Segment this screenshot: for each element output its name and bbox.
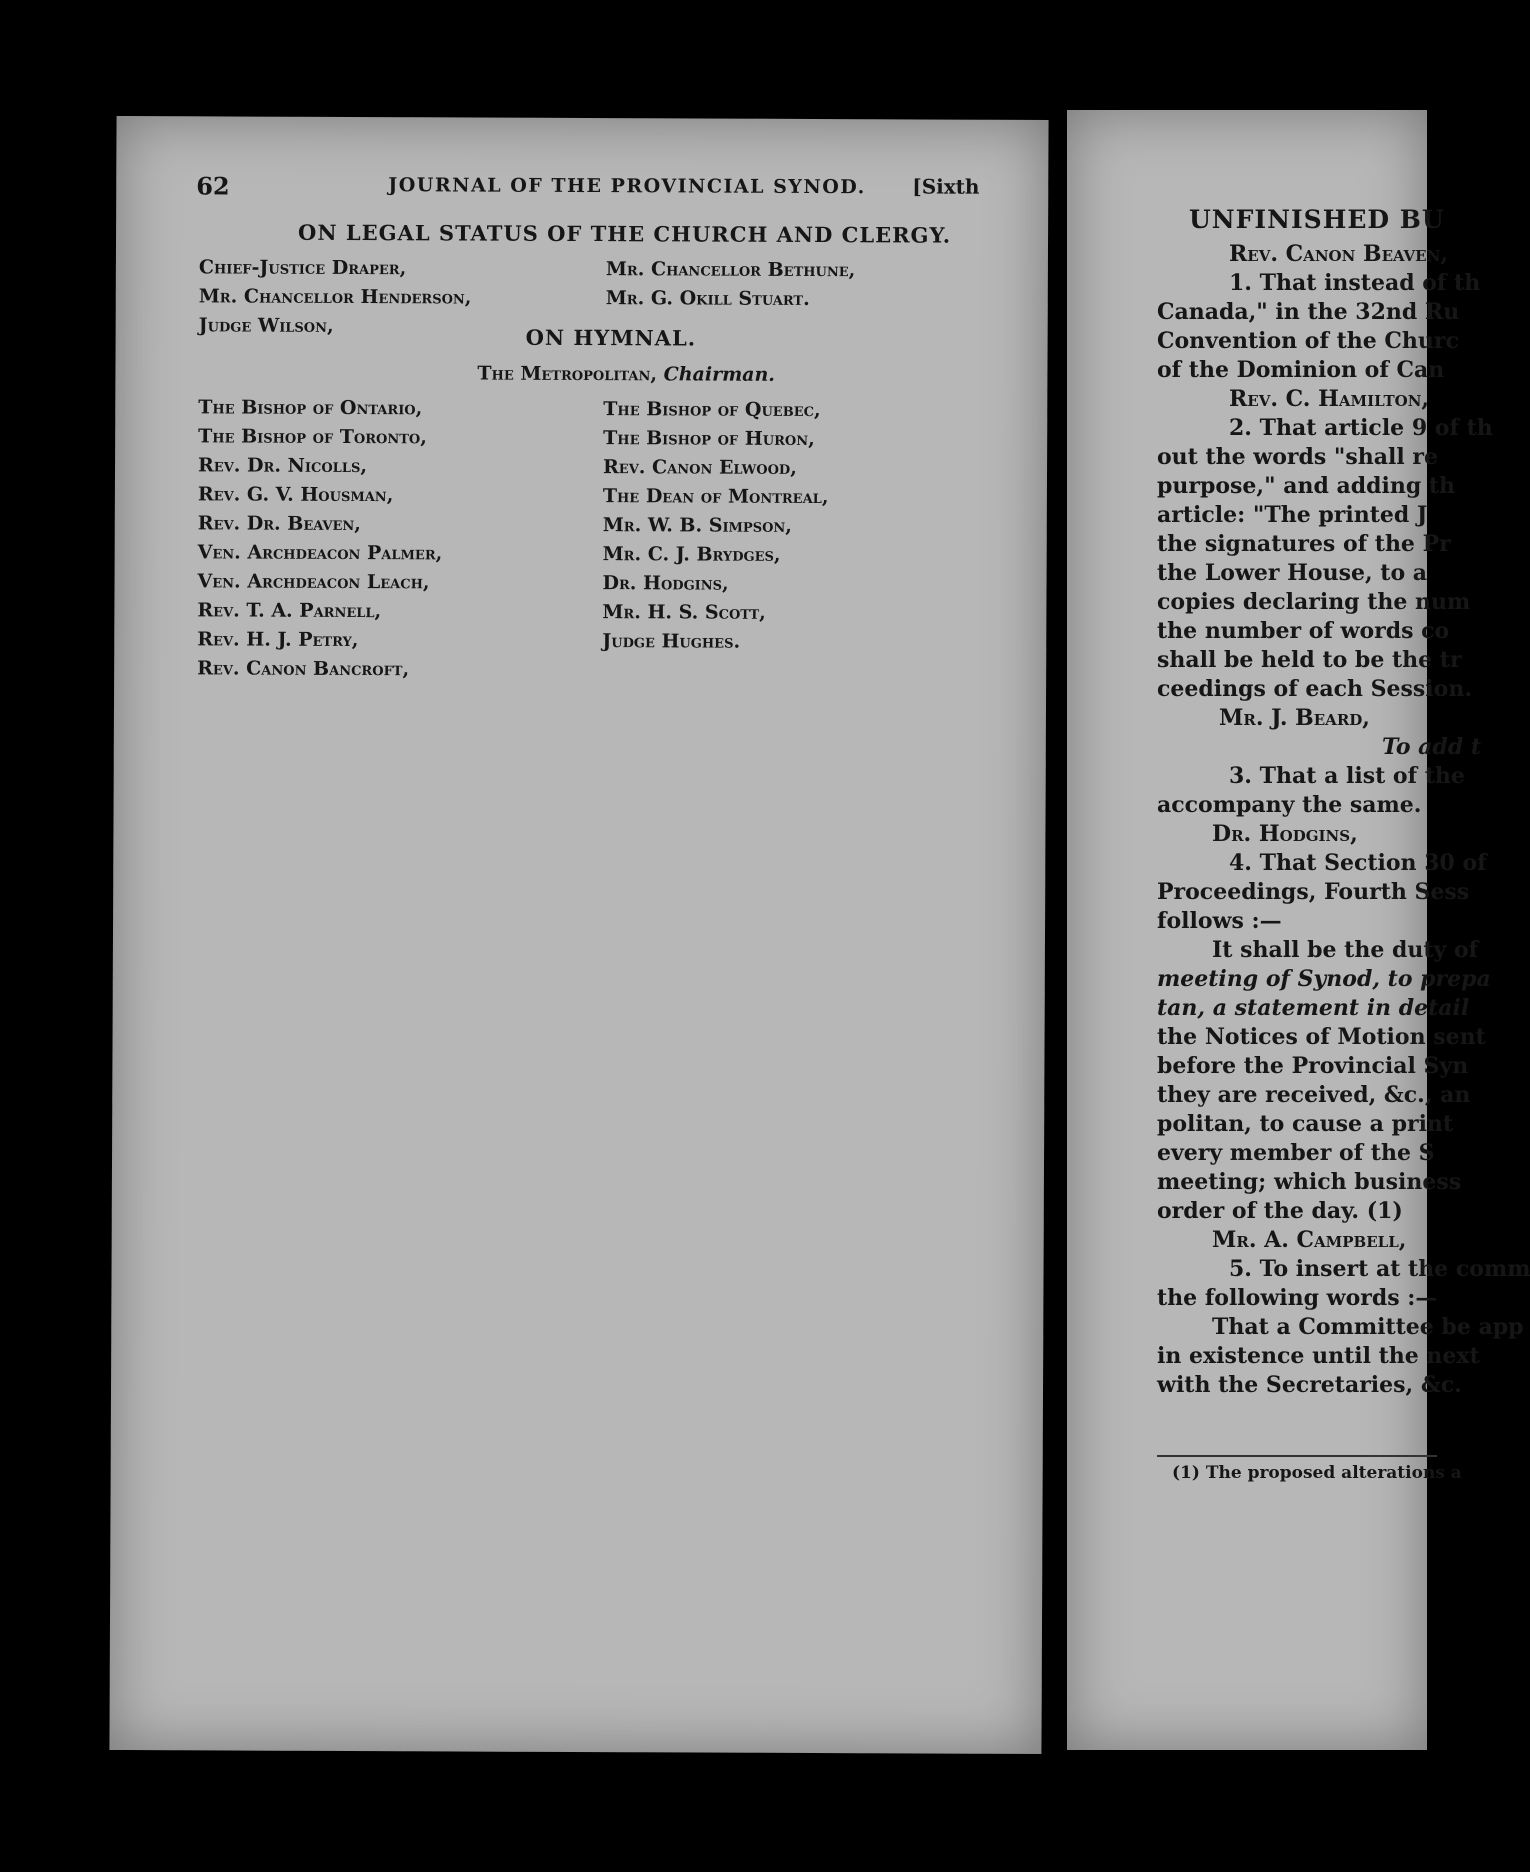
list-item: Rev. Canon Bancroft, xyxy=(197,657,410,681)
running-head: UNFINISHED BU xyxy=(1189,205,1445,234)
left-page xyxy=(109,116,1048,1754)
text-line: That a Committee be app xyxy=(1212,1314,1524,1340)
text-line: Proceedings, Fourth Sess xyxy=(1157,879,1470,905)
chair-name: The Metropolitan, xyxy=(477,362,658,386)
legal-status-right-column xyxy=(606,255,856,314)
list-item: The Bishop of Huron, xyxy=(603,427,815,451)
text-line: they are received, &c., an xyxy=(1157,1082,1471,1108)
text-line: 3. That a list of the xyxy=(1229,763,1465,789)
text-line: Rev. C. Hamilton, xyxy=(1229,386,1430,412)
text-line: accompany the same. xyxy=(1157,792,1422,818)
text-line: copies declaring the num xyxy=(1157,589,1471,615)
section-heading-legal-status: ON LEGAL STATUS OF THE CHURCH AND CLERGY. xyxy=(298,219,952,248)
list-item: Mr. H. S. Scott, xyxy=(602,601,766,624)
hymnal-left-column xyxy=(197,393,443,684)
text-line: 1. That instead of th xyxy=(1229,270,1481,296)
text-line: the Lower House, to a xyxy=(1157,560,1428,586)
list-item: Mr. Chancellor Bethune, xyxy=(605,258,856,282)
list-item: Mr. C. J. Brydges, xyxy=(602,543,781,566)
text-line: To add t xyxy=(1382,734,1482,760)
text-line: before the Provincial Syn xyxy=(1157,1053,1469,1079)
list-item: Ven. Archdeacon Leach, xyxy=(197,570,430,594)
text-line: out the words "shall re xyxy=(1157,444,1438,470)
text-line: 5. To insert at the comm xyxy=(1229,1256,1530,1282)
text-line: Convention of the Churc xyxy=(1157,328,1459,354)
text-line: purpose," and adding th xyxy=(1157,473,1456,499)
list-item: Mr. Chancellor Henderson, xyxy=(198,285,472,309)
text-line: meeting; which business xyxy=(1157,1169,1462,1195)
list-item: Rev. H. J. Petry, xyxy=(197,628,359,652)
list-item: The Bishop of Ontario, xyxy=(198,396,423,420)
text-line: of the Dominion of Can xyxy=(1157,357,1445,383)
text-line: with the Secretaries, &c. xyxy=(1157,1372,1462,1398)
legal-status-left-column xyxy=(199,253,472,341)
running-head-title: JOURNAL OF THE PROVINCIAL SYNOD. xyxy=(388,174,866,199)
chair-role: Chairman. xyxy=(663,363,776,386)
list-item: Mr. G. Okill Stuart. xyxy=(605,287,810,311)
text-line: Canada," in the 32nd Ru xyxy=(1157,299,1460,325)
list-item: Rev. G. V. Housman, xyxy=(197,483,394,507)
text-line: It shall be the duty of xyxy=(1212,937,1479,963)
right-page xyxy=(1067,110,1530,1750)
text-line: the following words :— xyxy=(1157,1285,1438,1311)
text-line: 4. That Section 30 of xyxy=(1229,850,1487,876)
text-line: the number of words co xyxy=(1157,618,1450,644)
list-item: Rev. Dr. Beaven, xyxy=(197,512,361,536)
text-line: order of the day. (1) xyxy=(1157,1198,1403,1224)
list-item: Chief-Justice Draper, xyxy=(198,256,407,280)
list-item: The Bishop of Quebec, xyxy=(603,398,821,422)
text-line: shall be held to be the tr xyxy=(1157,647,1462,673)
hymnal-right-column xyxy=(602,395,829,657)
text-line: 2. That article 9 of th xyxy=(1229,415,1493,441)
list-item: Rev. Dr. Nicolls, xyxy=(197,454,368,478)
text-line: the signatures of the Pr xyxy=(1157,531,1451,557)
footnote-rule xyxy=(1157,1455,1437,1457)
list-item: Rev. T. A. Parnell, xyxy=(197,599,382,623)
right-page-body xyxy=(1157,240,1530,1400)
text-line: Dr. Hodgins, xyxy=(1212,821,1358,847)
list-item: Mr. W. B. Simpson, xyxy=(602,514,792,537)
text-line: the Notices of Motion sent xyxy=(1157,1024,1486,1050)
text-line: every member of the S xyxy=(1157,1140,1435,1166)
text-line: Rev. Canon Beaven, xyxy=(1229,241,1448,267)
text-line: tan, a statement in detail xyxy=(1157,995,1470,1021)
text-line: meeting of Synod, to prepa xyxy=(1157,966,1491,992)
list-item: Dr. Hodgins, xyxy=(602,572,729,595)
text-line: politan, to cause a print xyxy=(1157,1111,1454,1137)
text-line: Mr. A. Campbell, xyxy=(1212,1227,1407,1253)
text-line: follows :— xyxy=(1157,908,1282,934)
list-item: Rev. Canon Elwood, xyxy=(602,456,797,479)
section-heading-hymnal: ON HYMNAL. xyxy=(525,324,697,351)
list-item: Judge Hughes. xyxy=(602,630,741,653)
list-item: The Dean of Montreal, xyxy=(602,485,829,509)
footnote: (1) The proposed alterations a xyxy=(1172,1463,1462,1483)
text-line: Mr. J. Beard, xyxy=(1219,705,1370,731)
page-number: 62 xyxy=(196,171,230,201)
list-item: Ven. Archdeacon Palmer, xyxy=(197,541,443,565)
chairman-line xyxy=(477,363,775,386)
running-head-right: [Sixth xyxy=(912,174,980,199)
list-item: Judge Wilson, xyxy=(198,314,334,337)
text-line: in existence until the next xyxy=(1157,1343,1480,1369)
list-item: The Bishop of Toronto, xyxy=(198,425,427,449)
text-line: ceedings of each Session. xyxy=(1157,676,1472,702)
text-line: article: "The printed J xyxy=(1157,502,1428,528)
